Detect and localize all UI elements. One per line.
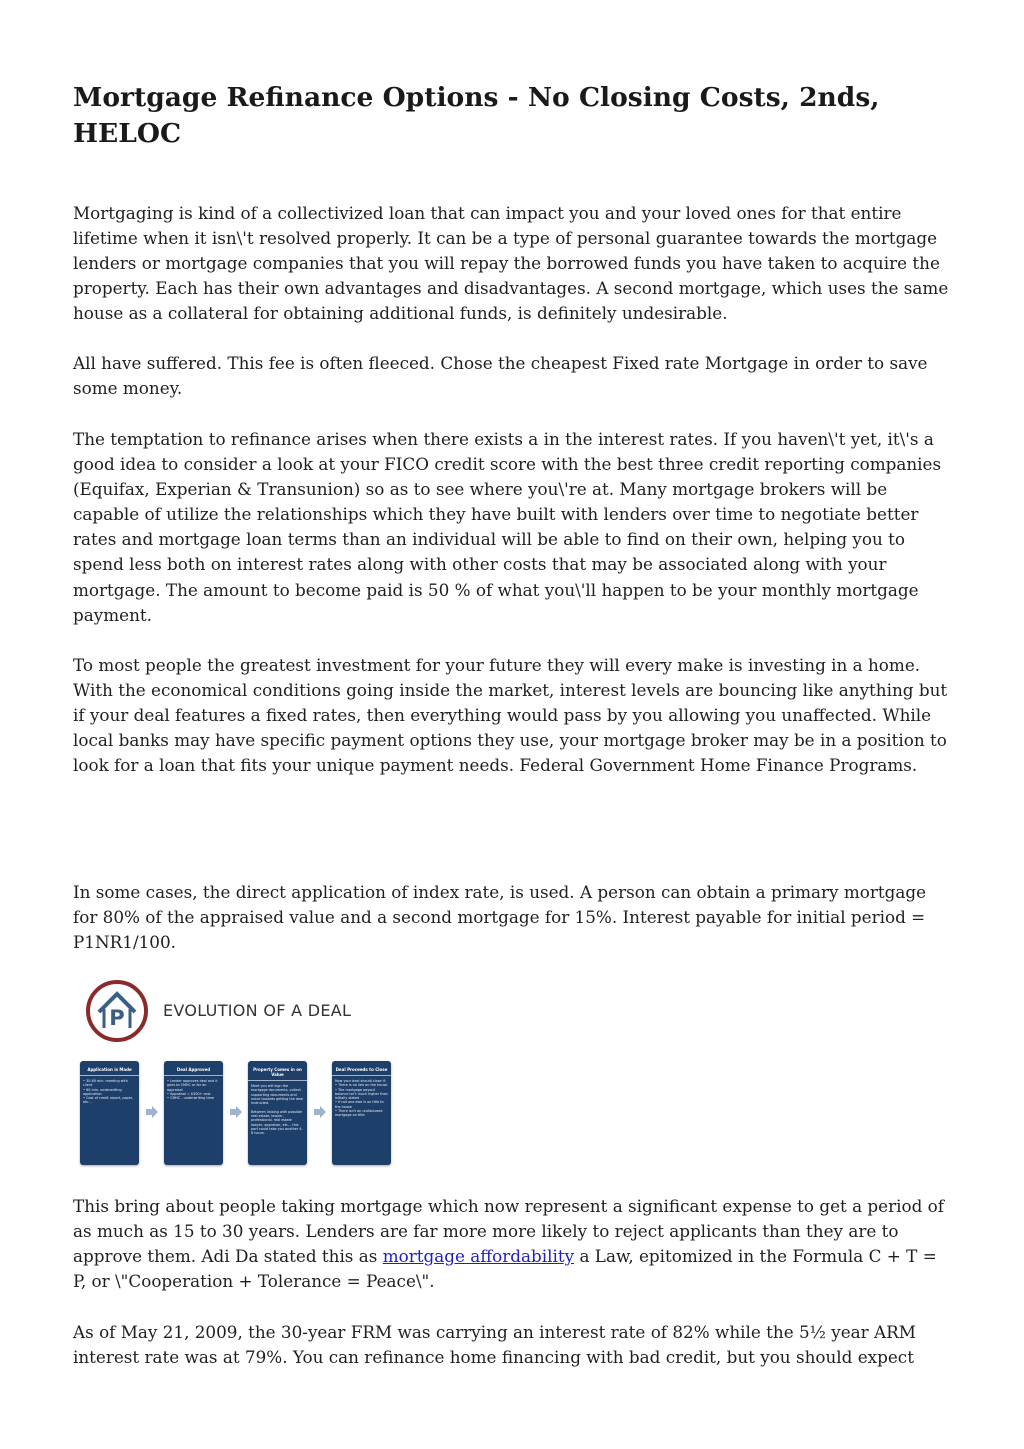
card-deal-approved: [164, 1061, 223, 1165]
mortgage-affordability-link[interactable]: mortgage affordability: [382, 1246, 575, 1267]
card-property-comes-in-on-value: [248, 1061, 307, 1165]
paragraph-3: The temptation to refinance arises when there exists a in the interest rates. If you haven\'t yet, it\'s a good idea to consider a look at your FICO credit score with the best three credit reporting companies (Equifax, Experian & Transunion) so as to see where you\'re at. Many mortgage brokers will be capable of utilize the relationships which they have built with lenders over time to negotiate better rates and mortgage loan terms than an individual will be able to find on their own, helping you to spend less both on interest rates along with other costs that may be associated along with your mortgage. The amount to become paid is 50 % of what you\'ll happen to be your monthly mortgage payment.: [73, 429, 942, 625]
figure-title: EVOLUTION OF A DEAL: [163, 1001, 352, 1020]
paragraph-6-text-after: a Law, epitomized in the Formula C + T = P, or \"Cooperation + Tolerance = Peace\".: [73, 1246, 937, 1292]
paragraph-6: [73, 1194, 955, 1294]
logo-letter: P: [109, 1006, 125, 1030]
page-title: Mortgage Refinance Options - No Closing Costs, 2nds, HELOC: [73, 82, 880, 149]
arrow-right-icon: [229, 1105, 243, 1119]
paragraph-7: As of May 21, 2009, the 30-year FRM was carrying an interest rate of 82% while the 5½ year ARM interest rate was at 79%. You can refinance home financing with bad credit, but you should expect: [73, 1322, 916, 1368]
arrow-right-icon: [145, 1105, 159, 1119]
paragraph-2: All have suffered. This fee is often fleeced. Chose the cheapest Fixed rate Mortgage in order to save some money.: [73, 353, 928, 399]
arrow-right-icon: [313, 1105, 327, 1119]
paragraph-5: In some cases, the direct application of index rate, is used. A person can obtain a primary mortgage for 80% of the appraised value and a second mortgage for 15%. Interest payable for initial period = P1NR1/100.: [73, 882, 927, 953]
evolution-of-a-deal-figure: [73, 975, 403, 1170]
card-body: Meet you will sign the mortgage documents, collect supporting documents and move towards getting the deal instructed. Between liaising with possible real estate, lawyer, professional, real estate lawyer, appraiser, etc… this part could take you another 4-8 hours.: [251, 1084, 304, 1136]
card-title: Property Comes in on Value: [248, 1061, 307, 1081]
card-body: • Lender approves deal and it goes to CMHC or for an appraisal • Appraisal = $300+ cost • CMHC - underwriting time: [167, 1079, 218, 1101]
paragraph-4: To most people the greatest investment for your future they will every make is investing in a home. With the economical conditions going inside the market, interest levels are bouncing like anything but if your deal features a fixed rates, then everything would pass by you allowing you unaffected. While local banks may have specific payment options they use, your mortgage broker may be in a position to look for a loan that fits your unique payment needs. Federal Government Home Finance Programs.: [73, 655, 948, 776]
logo-icon: [85, 978, 149, 1044]
card-body: • 30-60 min. meeting with client • 60 min. underwriting application • Cost of credit report, paper, etc…: [83, 1079, 134, 1105]
card-title: Deal Proceeds to Close: [332, 1061, 391, 1076]
card-deal-proceeds-to-close: [332, 1061, 391, 1165]
paragraph-6-text-before: This bring about people taking mortgage which now represent a significant expense to get a period of as much as 15 to 30 years. Lenders are far more more likely to reject applicants than they are to approve them. Adi Da stated this as: [73, 1196, 944, 1267]
card-body: Now your deal should close if: • There is no lien on the house • The mortgage payout balance isn't much higher than initially stated • If not one else is on title to the house • There isn't an undisclosed mortgage on title: [335, 1079, 388, 1118]
card-application-is-made: [80, 1061, 139, 1165]
paragraph-1: Mortgaging is kind of a collectivized loan that can impact you and your loved ones for that entire lifetime when it isn\'t resolved properly. It can be a type of personal guarantee towards the mortgage lenders or mortgage companies that you will repay the borrowed funds you have taken to acquire the property. Each has their own advantages and disadvantages. A second mortgage, which uses the same house as a collateral for obtaining additional funds, is definitely undesirable.: [73, 203, 949, 324]
card-title: Application is Made: [80, 1061, 139, 1076]
card-title: Deal Approved: [164, 1061, 223, 1076]
